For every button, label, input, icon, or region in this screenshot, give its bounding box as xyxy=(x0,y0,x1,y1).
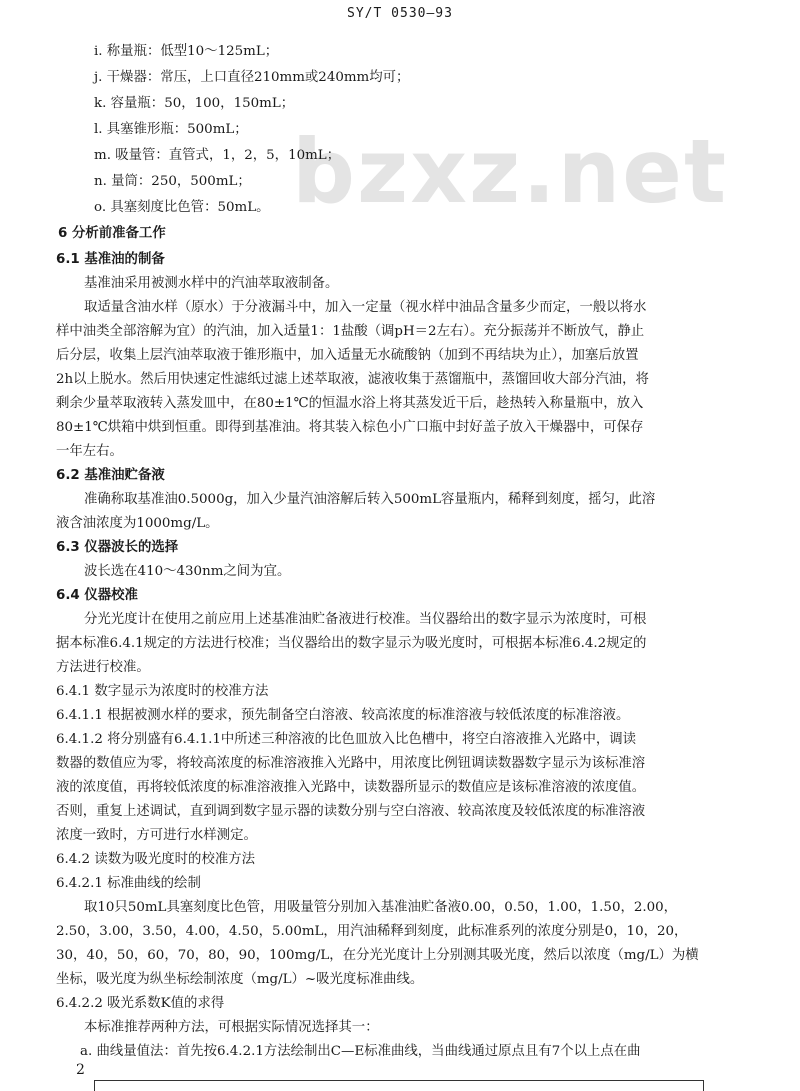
subsection-heading-6-4-2-1: 6.4.2.1 标准曲线的绘制 xyxy=(56,876,201,891)
section-heading-6-4-1: 6.4.1 数字显示为浓度时的校准方法 xyxy=(56,684,269,699)
paragraph-line: 准确称取基准油0.5000g，加入少量汽油溶解后转入500mL容量瓶内，稀释到刻度，摇匀，此溶 xyxy=(84,492,656,507)
paragraph-line: 坐标，吸光度为纵坐标绘制浓度（mg/L）~吸光度标准曲线。 xyxy=(56,972,424,987)
paragraph-line: 取10只50mL具塞刻度比色管，用吸量管分别加入基准油贮备液0.00，0.50，1.00，1.50，2.00， xyxy=(84,900,678,915)
list-item: o. 具塞刻度比色管：50mL。 xyxy=(94,200,270,215)
section-heading-6-3: 6.3 仪器波长的选择 xyxy=(56,540,179,555)
list-item: n. 量筒：250，500mL； xyxy=(94,174,251,189)
paragraph-line: 样中油类全部溶解为宜）的汽油，加入适量1：1盐酸（调pH＝2左右）。充分振荡并不断放气，静止 xyxy=(56,324,645,339)
paragraph-line: 6.4.1.1 根据被测水样的要求，预先制备空白溶液、较高浓度的标准溶液与较低浓度的标准溶液。 xyxy=(56,708,630,723)
paragraph-line: 基准油采用被测水样中的汽油萃取液制备。 xyxy=(84,276,339,291)
paragraph-line: 6.4.1.2 将分别盛有6.4.1.1中所述三种溶液的比色皿放入比色槽中，将空白溶液推入光路中，调读 xyxy=(56,732,637,747)
paragraph-line: 本标准推荐两种方法，可根据实际情况选择其一： xyxy=(84,1020,379,1035)
paragraph-line: 液含油浓度为1000mg/L。 xyxy=(56,516,219,531)
section-heading-6-2: 6.2 基准油贮备液 xyxy=(56,468,165,483)
paragraph-line: 分光光度计在使用之前应用上述基准油贮备液进行校准。当仪器给出的数字显示为浓度时，可根 xyxy=(84,612,647,627)
paragraph-line: 2.50，3.00，3.50，4.00，4.50，5.00mL，用汽油稀释到刻度，此标准系列的浓度分别是0，10，20， xyxy=(56,924,688,939)
paragraph-line: 波长选在410～430nm之间为宜。 xyxy=(84,564,291,579)
section-heading-6-1: 6.1 基准油的制备 xyxy=(56,252,165,267)
list-item: k. 容量瓶：50，100，150mL； xyxy=(94,96,295,111)
paragraph-line: 80±1℃烘箱中烘到恒重。即得到基准油。将其装入棕色小广口瓶中封好盖子放入干燥器中，可保存 xyxy=(56,420,644,435)
paragraph-line: a. 曲线量值法：首先按6.4.2.1方法绘制出C—E标准曲线，当曲线通过原点且有7个以上点在曲 xyxy=(80,1044,641,1059)
paragraph-line: 否则，重复上述调试，直到调到数字显示器的读数分别与空白溶液、较高浓度及较低浓度的标准溶液 xyxy=(56,804,646,819)
paragraph-line: 据本标准6.4.1规定的方法进行校准；当仪器给出的数字显示为吸光度时，可根据本标准6.4.2规定的 xyxy=(56,636,647,651)
page-number: 2 xyxy=(76,1062,85,1078)
paragraph-line: 2h以上脱水。然后用快速定性滤纸过滤上述萃取液，滤液收集于蒸馏瓶中，蒸馏回收大部分汽油，将 xyxy=(56,372,649,387)
paragraph-line: 剩余少量萃取液转入蒸发皿中，在80±1℃的恒温水浴上将其蒸发近干后，趁热转入称量瓶中，放入 xyxy=(56,396,644,411)
list-item: l. 具塞锥形瓶：500mL； xyxy=(94,122,248,137)
subsection-heading-6-4-2-2: 6.4.2.2 吸光系数K值的求得 xyxy=(56,996,225,1011)
paragraph-line: 液的浓度值，再将较低浓度的标准溶液推入光路中，读数器所显示的数值应是该标准溶液的浓度值。 xyxy=(56,780,646,795)
watermark: bzxz.net xyxy=(292,120,729,223)
paragraph-line: 数器的数值应为零，将较高浓度的标准溶液推入光路中，用浓度比例钮调读数器数字显示为该标准溶 xyxy=(56,756,646,771)
paragraph-line: 取适量含油水样（原水）于分液漏斗中，加入一定量（视水样中油品含量多少而定，一般以将水 xyxy=(84,300,647,315)
section-heading-6: 6 分析前准备工作 xyxy=(58,226,166,241)
section-heading-6-4-2: 6.4.2 读数为吸光度时的校准方法 xyxy=(56,852,256,867)
section-heading-6-4: 6.4 仪器校准 xyxy=(56,588,138,603)
paragraph-line: 浓度一致时，方可进行水样测定。 xyxy=(56,828,257,843)
standard-header: SY/T 0530—93 xyxy=(347,6,453,21)
footer-frame xyxy=(94,1080,704,1091)
paragraph-line: 一年左右。 xyxy=(56,444,123,459)
list-item: m. 吸量管：直管式，1，2，5，10mL； xyxy=(94,148,341,163)
paragraph-line: 30，40，50，60，70，80，90，100mg/L，在分光光度计上分别测其吸光度，然后以浓度（mg/L）为横 xyxy=(56,948,699,963)
list-item: i. 称量瓶：低型10～125mL； xyxy=(94,44,279,59)
paragraph-line: 后分层，收集上层汽油萃取液于锥形瓶中，加入适量无水硫酸钠（加到不再结块为止），加塞后放置 xyxy=(56,348,639,363)
list-item: j. 干燥器：常压，上口直径210mm或240mm均可； xyxy=(94,70,410,85)
paragraph-line: 方法进行校准。 xyxy=(56,660,150,675)
